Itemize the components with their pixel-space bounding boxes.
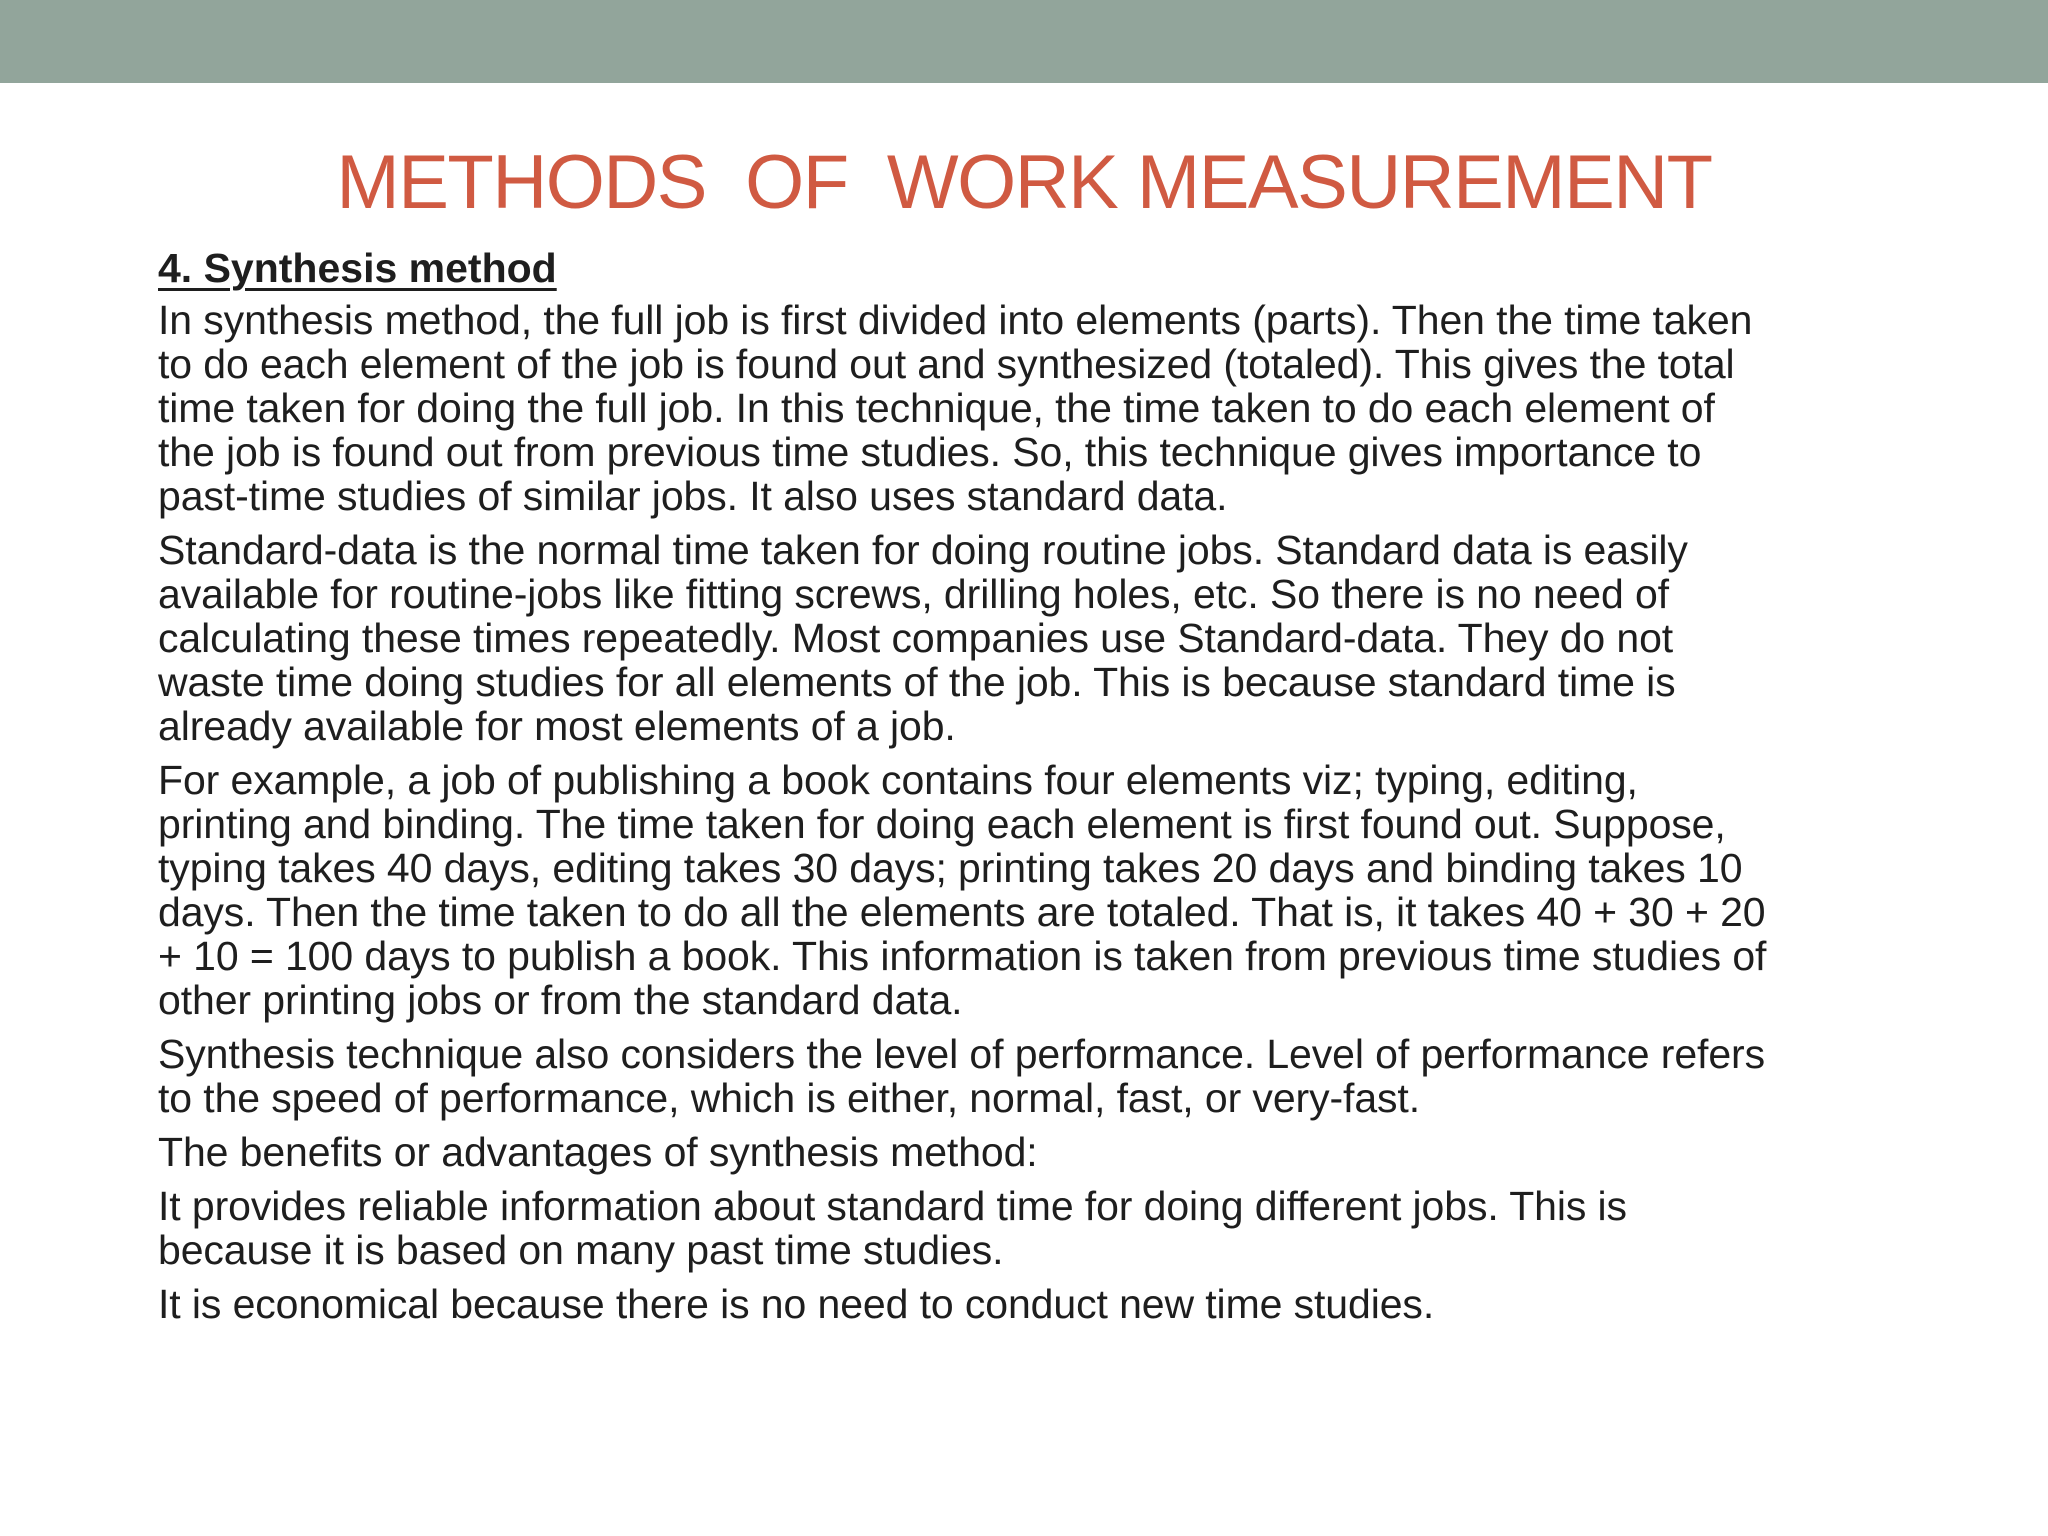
paragraph-example: For example, a job of publishing a book contains four elements viz; typing, editing, printing and binding. The time taken for doing each element is first found out. Suppose, typing takes 40 days, editing takes 30 days; printing takes 20 days and binding takes 10 days. Then the time taken to do all the elements are totaled. That is, it takes 40 + 30 + 20 + 10 = 100 days to publish a book. This information is taken from previous time studies of other printing jobs or from the standard data.	[158, 757, 1767, 1023]
paragraph-benefit-reliable: It provides reliable information about standard time for doing different jobs. This is because it is based on many past time studies.	[158, 1183, 1627, 1273]
top-color-band	[0, 0, 2048, 83]
paragraph-intro: In synthesis method, the full job is first divided into elements (parts). Then the time taken to do each element of the job is found out and synthesized (totaled). This gives the total time taken for doing the full job. In this technique, the time taken to do each element of the job is found out from previous time studies. So, this technique gives importance to past-time studies of similar jobs. It also uses standard data.	[158, 297, 1753, 519]
paragraph-performance: Synthesis technique also considers the level of performance. Level of performance refers to the speed of performance, which is either, normal, fast, or very-fast.	[158, 1031, 1765, 1121]
paragraph-benefit-economical: It is economical because there is no need to conduct new time studies.	[158, 1281, 1435, 1327]
section-heading: 4. Synthesis method	[158, 245, 557, 291]
slide-body	[158, 238, 1958, 1336]
slide-title: METHODS OF WORK MEASUREMENT	[336, 140, 1712, 225]
paragraph-standard-data: Standard-data is the normal time taken for doing routine jobs. Standard data is easily available for routine-jobs like fitting screws, drilling holes, etc. So there is no need of calculating these times repeatedly. Most companies use Standard-data. They do not waste time doing studies for all elements of the job. This is because standard time is already available for most elements of a job.	[158, 527, 1688, 749]
paragraph-benefits-heading: The benefits or advantages of synthesis method:	[158, 1129, 1038, 1175]
